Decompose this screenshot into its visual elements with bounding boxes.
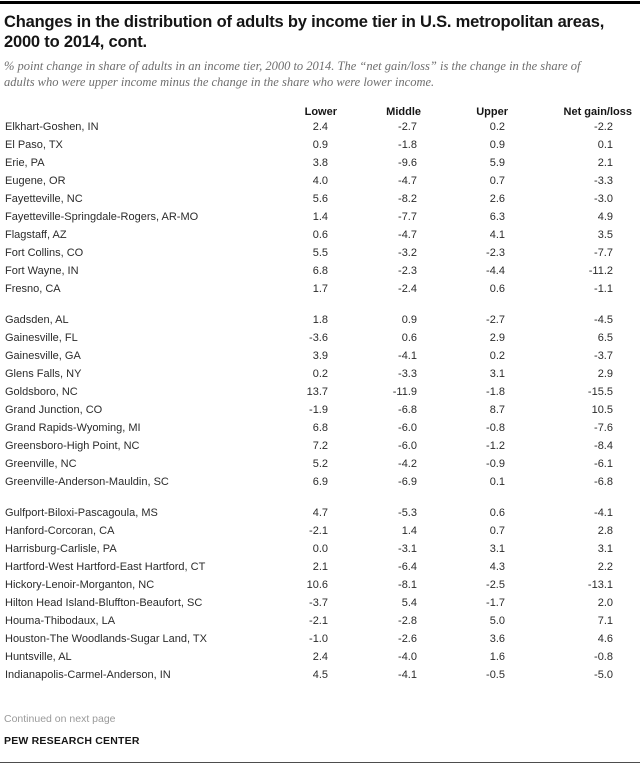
column-header-net: Net gain/loss <box>563 106 632 118</box>
lower-value-cell: 3.9 <box>312 350 328 362</box>
metro-name-cell: Hickory-Lenoir-Morganton, NC <box>5 579 155 591</box>
metro-name-cell: Goldsboro, NC <box>5 386 78 398</box>
net-gain-loss-cell: -7.6 <box>594 422 613 434</box>
net-gain-loss-cell: -1.1 <box>594 283 613 295</box>
middle-value-cell: -6.9 <box>398 476 417 488</box>
table-row <box>4 437 632 455</box>
table-row <box>4 154 632 172</box>
lower-value-cell: 1.8 <box>312 314 328 326</box>
middle-value-cell: -2.8 <box>398 615 417 627</box>
lower-value-cell: -1.9 <box>309 404 328 416</box>
lower-value-cell: 0.0 <box>312 543 328 555</box>
metro-name-cell: Hanford-Corcoran, CA <box>5 525 115 537</box>
metro-name-cell: Fort Wayne, IN <box>5 265 79 277</box>
metro-name-cell: Elkhart-Goshen, IN <box>5 121 99 133</box>
lower-value-cell: 5.6 <box>312 193 328 205</box>
column-header-upper: Upper <box>476 106 508 118</box>
table-group-1 <box>4 118 632 298</box>
group-spacer-cell <box>4 298 632 311</box>
top-divider <box>0 1 640 4</box>
lower-value-cell: 2.1 <box>312 561 328 573</box>
middle-value-cell: -4.2 <box>398 458 417 470</box>
net-gain-loss-cell: -6.8 <box>594 476 613 488</box>
lower-value-cell: 6.8 <box>312 422 328 434</box>
upper-value-cell: 0.7 <box>489 525 505 537</box>
upper-value-cell: -0.8 <box>486 422 505 434</box>
upper-value-cell: -0.9 <box>486 458 505 470</box>
middle-value-cell: -4.0 <box>398 651 417 663</box>
upper-value-cell: 0.7 <box>489 175 505 187</box>
metro-name-cell: Greenville-Anderson-Mauldin, SC <box>5 476 169 488</box>
middle-value-cell: 0.6 <box>401 332 417 344</box>
column-header-lower: Lower <box>304 106 337 118</box>
upper-value-cell: 4.3 <box>489 561 505 573</box>
lower-value-cell: 2.4 <box>312 121 328 133</box>
upper-value-cell: -1.2 <box>486 440 505 452</box>
middle-value-cell: -8.1 <box>398 579 417 591</box>
middle-value-cell: 0.9 <box>401 314 417 326</box>
table-row <box>4 172 632 190</box>
net-gain-loss-cell: 3.1 <box>597 543 613 555</box>
metro-name-cell: Houston-The Woodlands-Sugar Land, TX <box>5 633 207 645</box>
table-row <box>4 136 632 154</box>
net-gain-loss-cell: -15.5 <box>587 386 613 398</box>
middle-value-cell: -3.2 <box>398 247 417 259</box>
table-row <box>4 401 632 419</box>
metro-name-cell: Greenville, NC <box>5 458 77 470</box>
table-group-2 <box>4 298 632 491</box>
net-gain-loss-cell: -5.0 <box>594 669 613 681</box>
lower-value-cell: 4.5 <box>312 669 328 681</box>
table-row <box>4 262 632 280</box>
lower-value-cell: 10.6 <box>306 579 328 591</box>
table-row <box>4 558 632 576</box>
column-header-middle: Middle <box>386 106 421 118</box>
upper-value-cell: 3.1 <box>489 543 505 555</box>
upper-value-cell: -2.7 <box>486 314 505 326</box>
net-gain-loss-cell: -0.8 <box>594 651 613 663</box>
middle-value-cell: -9.6 <box>398 157 417 169</box>
table-row <box>4 347 632 365</box>
middle-value-cell: -2.3 <box>398 265 417 277</box>
group-spacer <box>4 491 632 504</box>
metro-name-cell: Fresno, CA <box>5 283 61 295</box>
lower-value-cell: -3.7 <box>309 597 328 609</box>
metro-name-cell: Grand Junction, CO <box>5 404 103 416</box>
metro-name-cell: Erie, PA <box>5 157 45 169</box>
lower-value-cell: 4.7 <box>312 507 328 519</box>
middle-value-cell: -4.7 <box>398 229 417 241</box>
middle-value-cell: -1.8 <box>398 139 417 151</box>
net-gain-loss-cell: -4.5 <box>594 314 613 326</box>
lower-value-cell: 5.2 <box>312 458 328 470</box>
metro-name-cell: Huntsville, AL <box>5 651 72 663</box>
middle-value-cell: -3.3 <box>398 368 417 380</box>
table-header <box>4 102 632 118</box>
middle-value-cell: -2.6 <box>398 633 417 645</box>
bottom-divider <box>0 762 640 763</box>
group-spacer <box>4 298 632 311</box>
table-row <box>4 630 632 648</box>
upper-value-cell: -4.4 <box>486 265 505 277</box>
metro-name-cell: Eugene, OR <box>5 175 66 187</box>
net-gain-loss-cell: 3.5 <box>597 229 613 241</box>
net-gain-loss-cell: -4.1 <box>594 507 613 519</box>
middle-value-cell: -4.1 <box>398 669 417 681</box>
upper-value-cell: 3.6 <box>489 633 505 645</box>
lower-value-cell: 0.6 <box>312 229 328 241</box>
upper-value-cell: -2.5 <box>486 579 505 591</box>
lower-value-cell: -2.1 <box>309 615 328 627</box>
middle-value-cell: -8.2 <box>398 193 417 205</box>
upper-value-cell: 8.7 <box>489 404 505 416</box>
lower-value-cell: -1.0 <box>309 633 328 645</box>
metro-name-cell: Flagstaff, AZ <box>5 229 67 241</box>
lower-value-cell: 0.2 <box>312 368 328 380</box>
net-gain-loss-cell: 6.5 <box>597 332 613 344</box>
table-row <box>4 311 632 329</box>
upper-value-cell: 5.0 <box>489 615 505 627</box>
upper-value-cell: -2.3 <box>486 247 505 259</box>
table-row <box>4 666 632 684</box>
income-table <box>4 102 632 684</box>
net-gain-loss-cell: 2.8 <box>597 525 613 537</box>
upper-value-cell: 0.2 <box>489 121 505 133</box>
upper-value-cell: 4.1 <box>489 229 505 241</box>
middle-value-cell: -4.1 <box>398 350 417 362</box>
net-gain-loss-cell: -3.0 <box>594 193 613 205</box>
metro-name-cell: Grand Rapids-Wyoming, MI <box>5 422 141 434</box>
upper-value-cell: 5.9 <box>489 157 505 169</box>
middle-value-cell: -6.0 <box>398 440 417 452</box>
upper-value-cell: 0.1 <box>489 476 505 488</box>
source-label: PEW RESEARCH CENTER <box>4 735 140 747</box>
table-row <box>4 522 632 540</box>
metro-name-cell: Harrisburg-Carlisle, PA <box>5 543 117 555</box>
lower-value-cell: 13.7 <box>306 386 328 398</box>
column-header-metro <box>4 102 296 118</box>
metro-name-cell: Greensboro-High Point, NC <box>5 440 140 452</box>
middle-value-cell: -5.3 <box>398 507 417 519</box>
middle-value-cell: -2.4 <box>398 283 417 295</box>
continued-note: Continued on next page <box>4 713 116 725</box>
table-row <box>4 612 632 630</box>
middle-value-cell: -3.1 <box>398 543 417 555</box>
lower-value-cell: 3.8 <box>312 157 328 169</box>
net-gain-loss-cell: -2.2 <box>594 121 613 133</box>
group-spacer-cell <box>4 491 632 504</box>
table-row <box>4 383 632 401</box>
net-gain-loss-cell: 10.5 <box>591 404 613 416</box>
report-page <box>0 1 640 775</box>
metro-name-cell: Fort Collins, CO <box>5 247 84 259</box>
lower-value-cell: -2.1 <box>309 525 328 537</box>
lower-value-cell: 7.2 <box>312 440 328 452</box>
table-row <box>4 118 632 136</box>
net-gain-loss-cell: 4.6 <box>597 633 613 645</box>
net-gain-loss-cell: 2.9 <box>597 368 613 380</box>
lower-value-cell: 6.9 <box>312 476 328 488</box>
lower-value-cell: -3.6 <box>309 332 328 344</box>
lower-value-cell: 1.7 <box>312 283 328 295</box>
metro-name-cell: El Paso, TX <box>5 139 63 151</box>
metro-name-cell: Gulfport-Biloxi-Pascagoula, MS <box>5 507 158 519</box>
metro-name-cell: Glens Falls, NY <box>5 368 82 380</box>
table-row <box>4 244 632 262</box>
table-row <box>4 419 632 437</box>
table-row <box>4 280 632 298</box>
upper-value-cell: -1.8 <box>486 386 505 398</box>
header-row <box>4 102 632 118</box>
table-row <box>4 576 632 594</box>
net-gain-loss-cell: 0.1 <box>597 139 613 151</box>
table-row <box>4 208 632 226</box>
middle-value-cell: -2.7 <box>398 121 417 133</box>
middle-value-cell: -6.8 <box>398 404 417 416</box>
table-row <box>4 648 632 666</box>
metro-name-cell: Gainesville, GA <box>5 350 81 362</box>
lower-value-cell: 0.9 <box>312 139 328 151</box>
page-subtitle: % point change in share of adults in an income tier, 2000 to 2014. The “net gain/loss” is the change in the share of adults who were upper income minus the change in the share who were lower income. <box>4 59 581 89</box>
metro-name-cell: Hartford-West Hartford-East Hartford, CT <box>5 561 206 573</box>
lower-value-cell: 5.5 <box>312 247 328 259</box>
upper-value-cell: 0.6 <box>489 507 505 519</box>
middle-value-cell: 1.4 <box>401 525 417 537</box>
net-gain-loss-cell: 2.0 <box>597 597 613 609</box>
table-row <box>4 473 632 491</box>
table-row <box>4 329 632 347</box>
upper-value-cell: -0.5 <box>486 669 505 681</box>
net-gain-loss-cell: -3.3 <box>594 175 613 187</box>
upper-value-cell: 6.3 <box>489 211 505 223</box>
upper-value-cell: 1.6 <box>489 651 505 663</box>
upper-value-cell: 2.6 <box>489 193 505 205</box>
middle-value-cell: -6.4 <box>398 561 417 573</box>
middle-value-cell: -7.7 <box>398 211 417 223</box>
net-gain-loss-cell: -7.7 <box>594 247 613 259</box>
lower-value-cell: 4.0 <box>312 175 328 187</box>
lower-value-cell: 2.4 <box>312 651 328 663</box>
upper-value-cell: 0.9 <box>489 139 505 151</box>
table-row <box>4 540 632 558</box>
middle-value-cell: -11.9 <box>392 386 417 398</box>
upper-value-cell: 0.6 <box>489 283 505 295</box>
middle-value-cell: -4.7 <box>398 175 417 187</box>
table-row <box>4 504 632 522</box>
net-gain-loss-cell: 2.2 <box>597 561 613 573</box>
table-group-3 <box>4 491 632 684</box>
metro-name-cell: Gainesville, FL <box>5 332 78 344</box>
net-gain-loss-cell: -3.7 <box>594 350 613 362</box>
metro-name-cell: Hilton Head Island-Bluffton-Beaufort, SC <box>5 597 203 609</box>
upper-value-cell: 3.1 <box>489 368 505 380</box>
table-row <box>4 190 632 208</box>
lower-value-cell: 1.4 <box>312 211 328 223</box>
middle-value-cell: 5.4 <box>401 597 417 609</box>
net-gain-loss-cell: 2.1 <box>597 157 613 169</box>
metro-name-cell: Gadsden, AL <box>5 314 69 326</box>
middle-value-cell: -6.0 <box>398 422 417 434</box>
upper-value-cell: 0.2 <box>489 350 505 362</box>
page-title: Changes in the distribution of adults by income tier in U.S. metropolitan areas, 2000 to 2014, cont. <box>4 13 605 51</box>
net-gain-loss-cell: -13.1 <box>587 579 613 591</box>
metro-name-cell: Fayetteville-Springdale-Rogers, AR-MO <box>5 211 199 223</box>
net-gain-loss-cell: 4.9 <box>597 211 613 223</box>
upper-value-cell: 2.9 <box>489 332 505 344</box>
metro-name-cell: Fayetteville, NC <box>5 193 83 205</box>
net-gain-loss-cell: -11.2 <box>588 265 613 277</box>
metro-name-cell: Houma-Thibodaux, LA <box>5 615 116 627</box>
table-row <box>4 226 632 244</box>
net-gain-loss-cell: 7.1 <box>597 615 613 627</box>
lower-value-cell: 6.8 <box>312 265 328 277</box>
upper-value-cell: -1.7 <box>486 597 505 609</box>
table-row <box>4 365 632 383</box>
net-gain-loss-cell: -8.4 <box>594 440 613 452</box>
table-row <box>4 455 632 473</box>
table-row <box>4 594 632 612</box>
net-gain-loss-cell: -6.1 <box>594 458 613 470</box>
metro-name-cell: Indianapolis-Carmel-Anderson, IN <box>5 669 171 681</box>
